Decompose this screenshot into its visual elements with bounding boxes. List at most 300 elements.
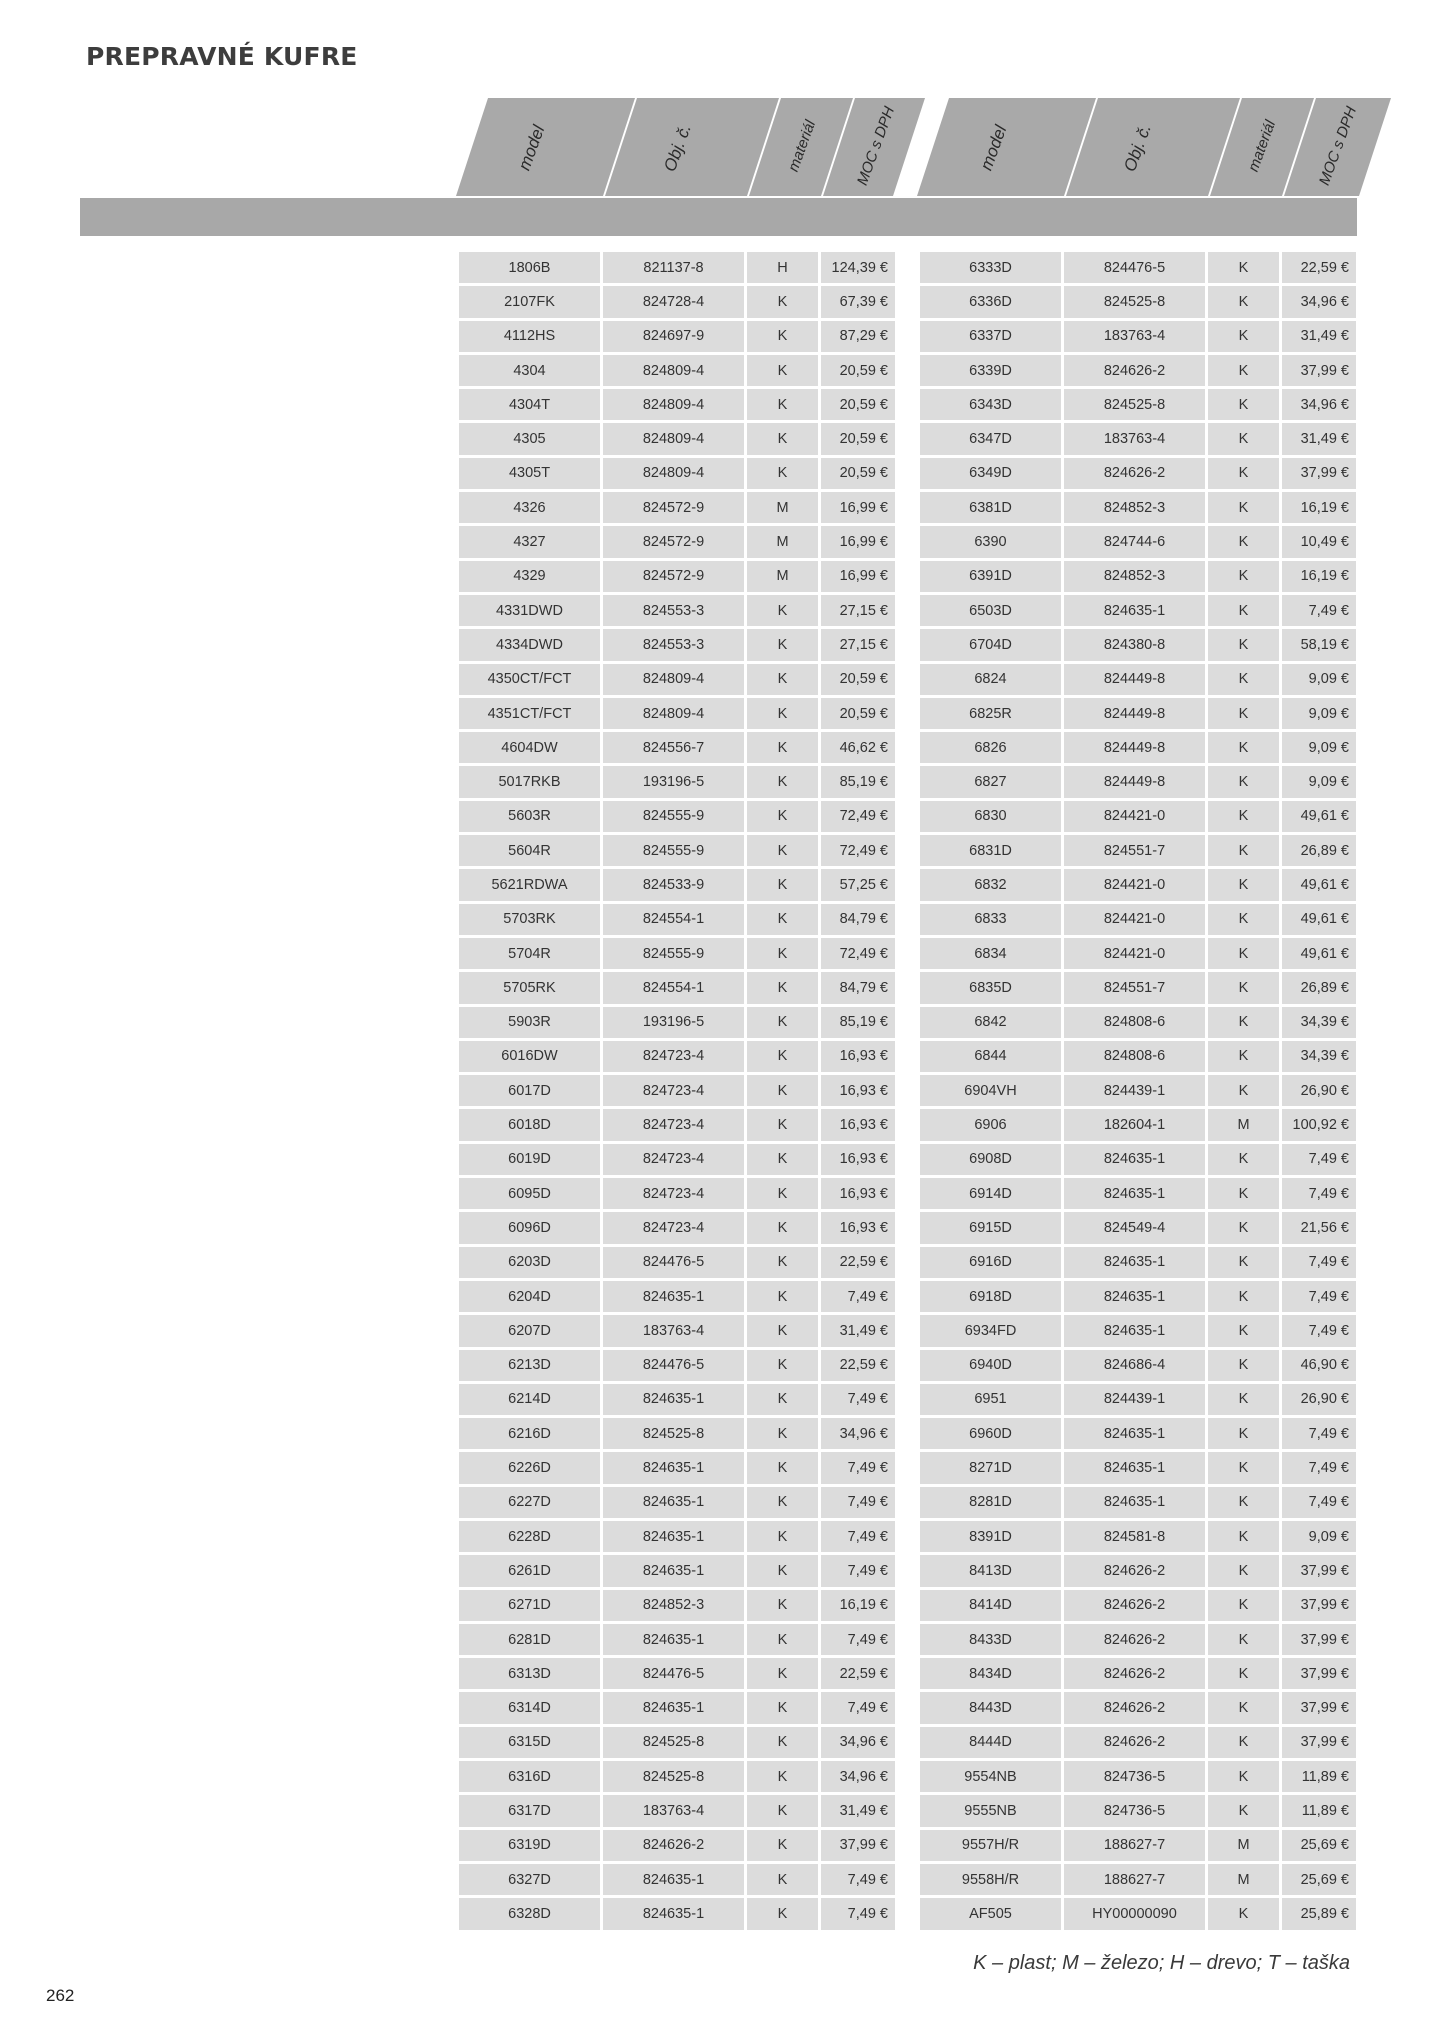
table-row (920, 1487, 1356, 1518)
material-cell: M (1208, 1830, 1279, 1861)
order-number-cell: 824723-4 (603, 1041, 744, 1072)
price-cell: 34,39 € (1282, 1007, 1356, 1038)
price-cell: 37,99 € (821, 1830, 895, 1861)
table-row (459, 1795, 895, 1826)
model-cell: 8443D (920, 1692, 1061, 1723)
material-cell: K (747, 1109, 818, 1140)
material-cell: K (747, 458, 818, 489)
order-number-cell: 183763-4 (1064, 423, 1205, 454)
model-cell: 4305 (459, 423, 600, 454)
price-cell: 7,49 € (821, 1864, 895, 1895)
table-row (459, 766, 895, 797)
table-header-graphic (0, 0, 1432, 200)
material-cell: K (1208, 801, 1279, 832)
table-row (459, 321, 895, 352)
order-number-cell: 824551-7 (1064, 972, 1205, 1003)
order-number-cell: 824476-5 (1064, 252, 1205, 283)
table-row (459, 1487, 895, 1518)
table-row (920, 1590, 1356, 1621)
table-row (459, 1864, 895, 1895)
material-cell: K (1208, 595, 1279, 626)
table-row (459, 1109, 895, 1140)
price-cell: 57,25 € (821, 869, 895, 900)
price-cell: 20,59 € (821, 389, 895, 420)
table-row (459, 355, 895, 386)
model-cell: 6916D (920, 1247, 1061, 1278)
price-cell: 49,61 € (1282, 801, 1356, 832)
price-cell: 37,99 € (1282, 1590, 1356, 1621)
table-row (920, 1864, 1356, 1895)
order-number-cell: 824635-1 (603, 1624, 744, 1655)
price-cell: 22,59 € (1282, 252, 1356, 283)
price-cell: 11,89 € (1282, 1795, 1356, 1826)
table-row (459, 1590, 895, 1621)
model-cell: 6315D (459, 1727, 600, 1758)
order-number-cell: 824852-3 (1064, 492, 1205, 523)
order-number-cell: HY00000090 (1064, 1898, 1205, 1929)
price-cell: 7,49 € (1282, 1315, 1356, 1346)
material-cell: K (747, 1075, 818, 1106)
table-row (459, 972, 895, 1003)
model-cell: 6313D (459, 1658, 600, 1689)
price-cell: 31,49 € (1282, 423, 1356, 454)
order-number-cell: 824635-1 (603, 1281, 744, 1312)
price-cell: 31,49 € (1282, 321, 1356, 352)
price-cell: 72,49 € (821, 938, 895, 969)
model-cell: 6204D (459, 1281, 600, 1312)
model-cell: 5017RKB (459, 766, 600, 797)
material-cell: K (747, 835, 818, 866)
table-row (459, 1555, 895, 1586)
order-number-cell: 824626-2 (1064, 1727, 1205, 1758)
table-row (920, 423, 1356, 454)
table-row (920, 286, 1356, 317)
material-cell: K (747, 595, 818, 626)
table-row (920, 698, 1356, 729)
price-cell: 34,96 € (821, 1727, 895, 1758)
model-cell: 4326 (459, 492, 600, 523)
order-number-cell: 824809-4 (603, 664, 744, 695)
material-cell: K (1208, 1178, 1279, 1209)
material-cell: K (1208, 389, 1279, 420)
material-cell: K (1208, 1007, 1279, 1038)
order-number-cell: 824736-5 (1064, 1795, 1205, 1826)
material-cell: M (747, 492, 818, 523)
material-cell: K (1208, 1521, 1279, 1552)
price-cell: 7,49 € (1282, 1178, 1356, 1209)
model-cell: 4604DW (459, 732, 600, 763)
table-row (920, 1075, 1356, 1106)
order-number-cell: 824525-8 (1064, 286, 1205, 317)
material-cell: K (1208, 458, 1279, 489)
order-number-cell: 824549-4 (1064, 1212, 1205, 1243)
model-cell: 9558H/R (920, 1864, 1061, 1895)
model-cell: 4305T (459, 458, 600, 489)
material-cell: K (747, 1350, 818, 1381)
price-cell: 16,99 € (821, 492, 895, 523)
model-cell: 6960D (920, 1418, 1061, 1449)
order-number-cell: 824723-4 (603, 1144, 744, 1175)
price-cell: 16,93 € (821, 1075, 895, 1106)
model-cell: 6834 (920, 938, 1061, 969)
order-number-cell: 824421-0 (1064, 938, 1205, 969)
price-cell: 16,19 € (1282, 492, 1356, 523)
table-row (459, 1452, 895, 1483)
model-cell: 8391D (920, 1521, 1061, 1552)
material-cell: K (1208, 835, 1279, 866)
price-cell: 46,90 € (1282, 1350, 1356, 1381)
header-price-left: MOC s DPH (853, 104, 899, 188)
price-cell: 20,59 € (821, 458, 895, 489)
price-cell: 37,99 € (1282, 458, 1356, 489)
price-cell: 85,19 € (821, 1007, 895, 1038)
model-cell: 6271D (459, 1590, 600, 1621)
table-row (920, 1692, 1356, 1723)
price-cell: 46,62 € (821, 732, 895, 763)
order-number-cell: 824626-2 (1064, 1692, 1205, 1723)
material-cell: K (747, 1727, 818, 1758)
table-row (459, 1075, 895, 1106)
order-number-cell: 824635-1 (1064, 1315, 1205, 1346)
order-number-cell: 193196-5 (603, 766, 744, 797)
material-cell: K (747, 1761, 818, 1792)
price-cell: 7,49 € (821, 1281, 895, 1312)
model-cell: 9557H/R (920, 1830, 1061, 1861)
order-number-cell: 824439-1 (1064, 1384, 1205, 1415)
model-cell: 5903R (459, 1007, 600, 1038)
table-row (459, 561, 895, 592)
material-cell: K (1208, 1898, 1279, 1929)
price-cell: 26,90 € (1282, 1384, 1356, 1415)
model-cell: 6831D (920, 835, 1061, 866)
material-cell: K (1208, 1247, 1279, 1278)
model-cell: 9555NB (920, 1795, 1061, 1826)
model-cell: 6337D (920, 321, 1061, 352)
price-cell: 9,09 € (1282, 766, 1356, 797)
model-cell: 6339D (920, 355, 1061, 386)
material-cell: K (1208, 1418, 1279, 1449)
price-cell: 16,93 € (821, 1109, 895, 1140)
price-cell: 7,49 € (1282, 595, 1356, 626)
order-number-cell: 824626-2 (1064, 1590, 1205, 1621)
material-cell: K (747, 1624, 818, 1655)
price-cell: 26,89 € (1282, 972, 1356, 1003)
material-cell: K (747, 1658, 818, 1689)
order-number-cell: 824736-5 (1064, 1761, 1205, 1792)
header-model-left: model (514, 122, 549, 173)
price-cell: 37,99 € (1282, 1692, 1356, 1723)
order-number-cell: 824808-6 (1064, 1041, 1205, 1072)
model-cell: 6915D (920, 1212, 1061, 1243)
table-row (459, 1041, 895, 1072)
table-row (459, 1521, 895, 1552)
order-number-cell: 824809-4 (603, 698, 744, 729)
model-cell: 6281D (459, 1624, 600, 1655)
price-cell: 7,49 € (821, 1452, 895, 1483)
model-cell: 6216D (459, 1418, 600, 1449)
price-cell: 100,92 € (1282, 1109, 1356, 1140)
material-cell: K (747, 1178, 818, 1209)
order-number-cell: 824686-4 (1064, 1350, 1205, 1381)
material-cell: K (1208, 526, 1279, 557)
table-row (920, 801, 1356, 832)
model-cell: 4331DWD (459, 595, 600, 626)
model-cell: 6381D (920, 492, 1061, 523)
table-row (920, 595, 1356, 626)
order-number-cell: 824439-1 (1064, 1075, 1205, 1106)
table-row (920, 1144, 1356, 1175)
model-cell: 5603R (459, 801, 600, 832)
order-number-cell: 824554-1 (603, 904, 744, 935)
order-number-cell: 183763-4 (1064, 321, 1205, 352)
material-cell: K (747, 1864, 818, 1895)
model-cell: 6918D (920, 1281, 1061, 1312)
price-cell: 34,96 € (1282, 389, 1356, 420)
table-row (920, 1452, 1356, 1483)
table-row (920, 1007, 1356, 1038)
order-number-cell: 824635-1 (603, 1555, 744, 1586)
order-number-cell: 824421-0 (1064, 904, 1205, 935)
price-cell: 21,56 € (1282, 1212, 1356, 1243)
header-material-left: materiál (784, 118, 820, 174)
material-cell: K (1208, 732, 1279, 763)
table-row (920, 252, 1356, 283)
price-cell: 27,15 € (821, 595, 895, 626)
material-cell: K (747, 1144, 818, 1175)
price-cell: 7,49 € (821, 1555, 895, 1586)
price-cell: 16,19 € (821, 1590, 895, 1621)
table-row (459, 1247, 895, 1278)
material-cell: K (1208, 252, 1279, 283)
material-cell: K (1208, 1555, 1279, 1586)
order-number-cell: 188627-7 (1064, 1830, 1205, 1861)
price-cell: 67,39 € (821, 286, 895, 317)
table-row (920, 321, 1356, 352)
model-cell: 6934FD (920, 1315, 1061, 1346)
model-cell: 4334DWD (459, 629, 600, 660)
model-cell: 4327 (459, 526, 600, 557)
table-row (459, 1281, 895, 1312)
header-banner (80, 198, 1357, 236)
order-number-cell: 824809-4 (603, 423, 744, 454)
table-row (459, 732, 895, 763)
model-cell: 6827 (920, 766, 1061, 797)
order-number-cell: 824572-9 (603, 492, 744, 523)
table-row (920, 1830, 1356, 1861)
price-cell: 16,93 € (821, 1041, 895, 1072)
model-cell: 6347D (920, 423, 1061, 454)
price-cell: 49,61 € (1282, 904, 1356, 935)
material-cell: K (747, 1521, 818, 1552)
price-cell: 16,93 € (821, 1212, 895, 1243)
material-cell: K (1208, 492, 1279, 523)
table-row (920, 904, 1356, 935)
material-cell: K (747, 972, 818, 1003)
table-row (920, 526, 1356, 557)
table-row (459, 526, 895, 557)
material-cell: K (747, 355, 818, 386)
price-cell: 22,59 € (821, 1247, 895, 1278)
model-cell: 6391D (920, 561, 1061, 592)
material-cell: K (1208, 1624, 1279, 1655)
order-number-cell: 183763-4 (603, 1315, 744, 1346)
material-cell: M (1208, 1109, 1279, 1140)
material-cell: K (1208, 629, 1279, 660)
price-cell: 20,59 € (821, 664, 895, 695)
model-cell: 5703RK (459, 904, 600, 935)
model-cell: 6316D (459, 1761, 600, 1792)
table-row (459, 869, 895, 900)
table-row (920, 732, 1356, 763)
table-row (920, 458, 1356, 489)
model-cell: 6844 (920, 1041, 1061, 1072)
price-cell: 31,49 € (821, 1315, 895, 1346)
order-number-cell: 824421-0 (1064, 801, 1205, 832)
model-cell: 6914D (920, 1178, 1061, 1209)
price-cell: 16,19 € (1282, 561, 1356, 592)
material-cell: K (1208, 904, 1279, 935)
table-row (459, 595, 895, 626)
material-cell: K (747, 1315, 818, 1346)
order-number-cell: 183763-4 (603, 1795, 744, 1826)
table-row (459, 1898, 895, 1929)
model-cell: 4304T (459, 389, 600, 420)
model-cell: 4329 (459, 561, 600, 592)
table-row (920, 835, 1356, 866)
table-row (459, 423, 895, 454)
model-cell: 6904VH (920, 1075, 1061, 1106)
price-cell: 9,09 € (1282, 664, 1356, 695)
order-number-cell: 824556-7 (603, 732, 744, 763)
material-cell: K (1208, 972, 1279, 1003)
price-cell: 7,49 € (821, 1521, 895, 1552)
material-cell: K (747, 321, 818, 352)
material-cell: K (1208, 1212, 1279, 1243)
order-number-cell: 824635-1 (1064, 1418, 1205, 1449)
order-number-cell: 824635-1 (603, 1898, 744, 1929)
model-cell: 6019D (459, 1144, 600, 1175)
price-cell: 34,96 € (1282, 286, 1356, 317)
model-cell: 6704D (920, 629, 1061, 660)
material-cell: K (747, 1830, 818, 1861)
material-cell: K (1208, 561, 1279, 592)
table-row (459, 1692, 895, 1723)
model-cell: 5705RK (459, 972, 600, 1003)
order-number-cell: 824626-2 (1064, 1658, 1205, 1689)
material-cell: K (747, 1555, 818, 1586)
order-number-cell: 824809-4 (603, 389, 744, 420)
material-cell: K (747, 1212, 818, 1243)
material-cell: K (1208, 355, 1279, 386)
material-cell: K (747, 664, 818, 695)
order-number-cell: 824525-8 (603, 1761, 744, 1792)
price-cell: 7,49 € (1282, 1487, 1356, 1518)
price-cell: 7,49 € (1282, 1144, 1356, 1175)
price-cell: 25,69 € (1282, 1864, 1356, 1895)
material-cell: M (747, 526, 818, 557)
model-cell: 6842 (920, 1007, 1061, 1038)
price-cell: 16,93 € (821, 1178, 895, 1209)
header-material-right: materiál (1244, 118, 1280, 174)
material-cell: K (747, 766, 818, 797)
table-row (920, 629, 1356, 660)
table-row (920, 1521, 1356, 1552)
material-cell: K (1208, 938, 1279, 969)
model-cell: 6214D (459, 1384, 600, 1415)
material-cell: K (747, 1487, 818, 1518)
price-cell: 9,09 € (1282, 732, 1356, 763)
material-cell: K (747, 732, 818, 763)
order-number-cell: 824581-8 (1064, 1521, 1205, 1552)
model-cell: 4351CT/FCT (459, 698, 600, 729)
material-cell: K (1208, 1692, 1279, 1723)
material-cell: K (1208, 321, 1279, 352)
price-cell: 72,49 € (821, 801, 895, 832)
model-cell: 6825R (920, 698, 1061, 729)
table-row (920, 1418, 1356, 1449)
model-cell: 4304 (459, 355, 600, 386)
model-cell: 6951 (920, 1384, 1061, 1415)
order-number-cell: 824449-8 (1064, 766, 1205, 797)
material-cell: K (747, 629, 818, 660)
order-number-cell: 824553-3 (603, 595, 744, 626)
order-number-cell: 824635-1 (1064, 1452, 1205, 1483)
material-cell: K (1208, 1075, 1279, 1106)
table-row (459, 1178, 895, 1209)
price-cell: 10,49 € (1282, 526, 1356, 557)
price-cell: 84,79 € (821, 972, 895, 1003)
material-cell: K (747, 423, 818, 454)
material-cell: K (1208, 1315, 1279, 1346)
page-number: 262 (46, 1986, 75, 2005)
table-row (459, 1761, 895, 1792)
order-number-cell: 824553-3 (603, 629, 744, 660)
table-row (920, 561, 1356, 592)
order-number-cell: 824635-1 (603, 1452, 744, 1483)
material-cell: K (747, 938, 818, 969)
price-cell: 22,59 € (821, 1658, 895, 1689)
model-cell: 4350CT/FCT (459, 664, 600, 695)
model-cell: 6832 (920, 869, 1061, 900)
order-number-cell: 824723-4 (603, 1212, 744, 1243)
model-cell: AF505 (920, 1898, 1061, 1929)
header-order-no-left: Obj. č. (660, 121, 695, 175)
model-cell: 6328D (459, 1898, 600, 1929)
price-cell: 37,99 € (1282, 1555, 1356, 1586)
price-table-right (917, 249, 1359, 1933)
order-number-cell: 824525-8 (1064, 389, 1205, 420)
price-cell: 37,99 € (1282, 1658, 1356, 1689)
order-number-cell: 188627-7 (1064, 1864, 1205, 1895)
model-cell: 6017D (459, 1075, 600, 1106)
price-cell: 25,89 € (1282, 1898, 1356, 1929)
order-number-cell: 824635-1 (1064, 1144, 1205, 1175)
model-cell: 8434D (920, 1658, 1061, 1689)
model-cell: 8271D (920, 1452, 1061, 1483)
page-title: PREPRAVNÉ KUFRE (86, 42, 358, 71)
material-cell: K (1208, 1658, 1279, 1689)
price-cell: 7,49 € (821, 1624, 895, 1655)
table-row (920, 1727, 1356, 1758)
order-number-cell: 824723-4 (603, 1075, 744, 1106)
order-number-cell: 824449-8 (1064, 664, 1205, 695)
material-cell: K (1208, 1452, 1279, 1483)
model-cell: 6314D (459, 1692, 600, 1723)
material-cell: K (747, 1281, 818, 1312)
order-number-cell: 824723-4 (603, 1109, 744, 1140)
price-cell: 20,59 € (821, 423, 895, 454)
material-cell: K (1208, 1144, 1279, 1175)
